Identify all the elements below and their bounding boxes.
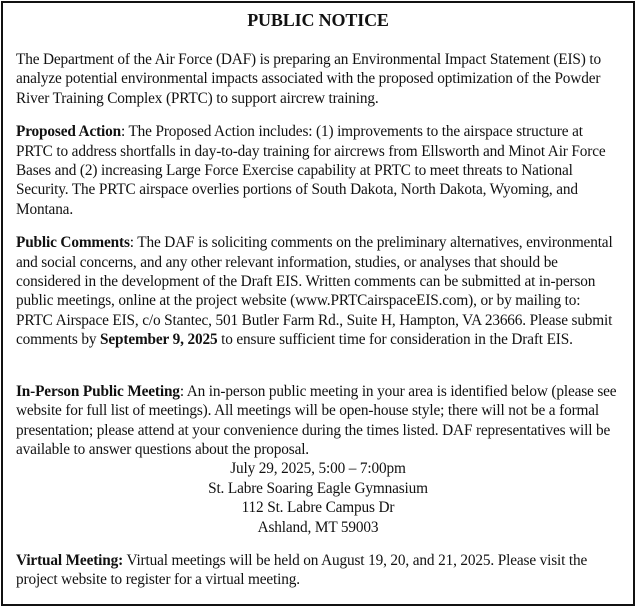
in-person-meeting-label: In-Person Public Meeting (16, 382, 180, 400)
virtual-meeting-text: Virtual meetings will be held on August 19, 20, and 21, 2025. Please visit the project website to register for a virtual meeting. (16, 551, 588, 589)
public-comments-text: : The DAF is soliciting comments on the preliminary alternatives, environmental and social concerns, and any other relevant information, studies, or analyses that should be considered in the development of the Draft EIS. Written comments can be submitted at in-person public meetings, online at the project website (www.PRTCairspaceEIS.com), or by mailing to: PRTC Airspace EIS, c/o Stantec, 501 Butler Farm Rd., Suite H, Hampton, VA 23666. Please submit comments by (16, 234, 613, 349)
meeting-street: 112 St. Labre Campus Dr (241, 499, 395, 517)
proposed-action-label: Proposed Action (16, 123, 121, 141)
in-person-meeting-text: : An in-person public meeting in your area is identified below (please see website for full list of meetings). All meetings will be open-house style; there will not be a formal presentation; please attend at your convenience during the times listed. DAF representatives will be available to answer questions about the proposal. (16, 382, 617, 458)
meeting-venue: St. Labre Soaring Eagle Gymnasium (208, 479, 428, 497)
public-notice-box (1, 1, 635, 606)
in-person-meeting-paragraph (16, 382, 620, 460)
public-comments-paragraph (16, 233, 620, 349)
proposed-action-text: : The Proposed Action includes: (1) improvements to the airspace structure at PRTC to address shortfalls in day-to-day training for aircrews from Ellsworth and Minot Air Force Bases and (2) increasing Large Force Exercise capability at PRTC to meet threats to National Security. The PRTC airspace overlies portions of South Dakota, North Dakota, Wyoming, and Montana. (16, 123, 606, 218)
notice-title: PUBLIC NOTICE (247, 10, 389, 30)
meeting-details (16, 459, 620, 537)
meeting-city: Ashland, MT 59003 (257, 518, 379, 536)
virtual-meeting-paragraph (16, 551, 620, 590)
comment-deadline: September 9, 2025 (100, 331, 218, 349)
intro-paragraph: The Department of the Air Force (DAF) is preparing an Environmental Impact Statement (EIS) to analyze potential environmental impacts associated with the proposed optimization of the Powder River Training Complex (PRTC) to support aircrew training. (16, 51, 602, 107)
public-comments-label: Public Comments (16, 234, 130, 252)
meeting-date-time: July 29, 2025, 5:00 – 7:00pm (230, 460, 406, 478)
virtual-meeting-label: Virtual Meeting: (16, 551, 124, 569)
proposed-action-paragraph (16, 122, 620, 219)
public-comments-text-end: to ensure sufficient time for consideration in the Draft EIS. (217, 331, 573, 349)
